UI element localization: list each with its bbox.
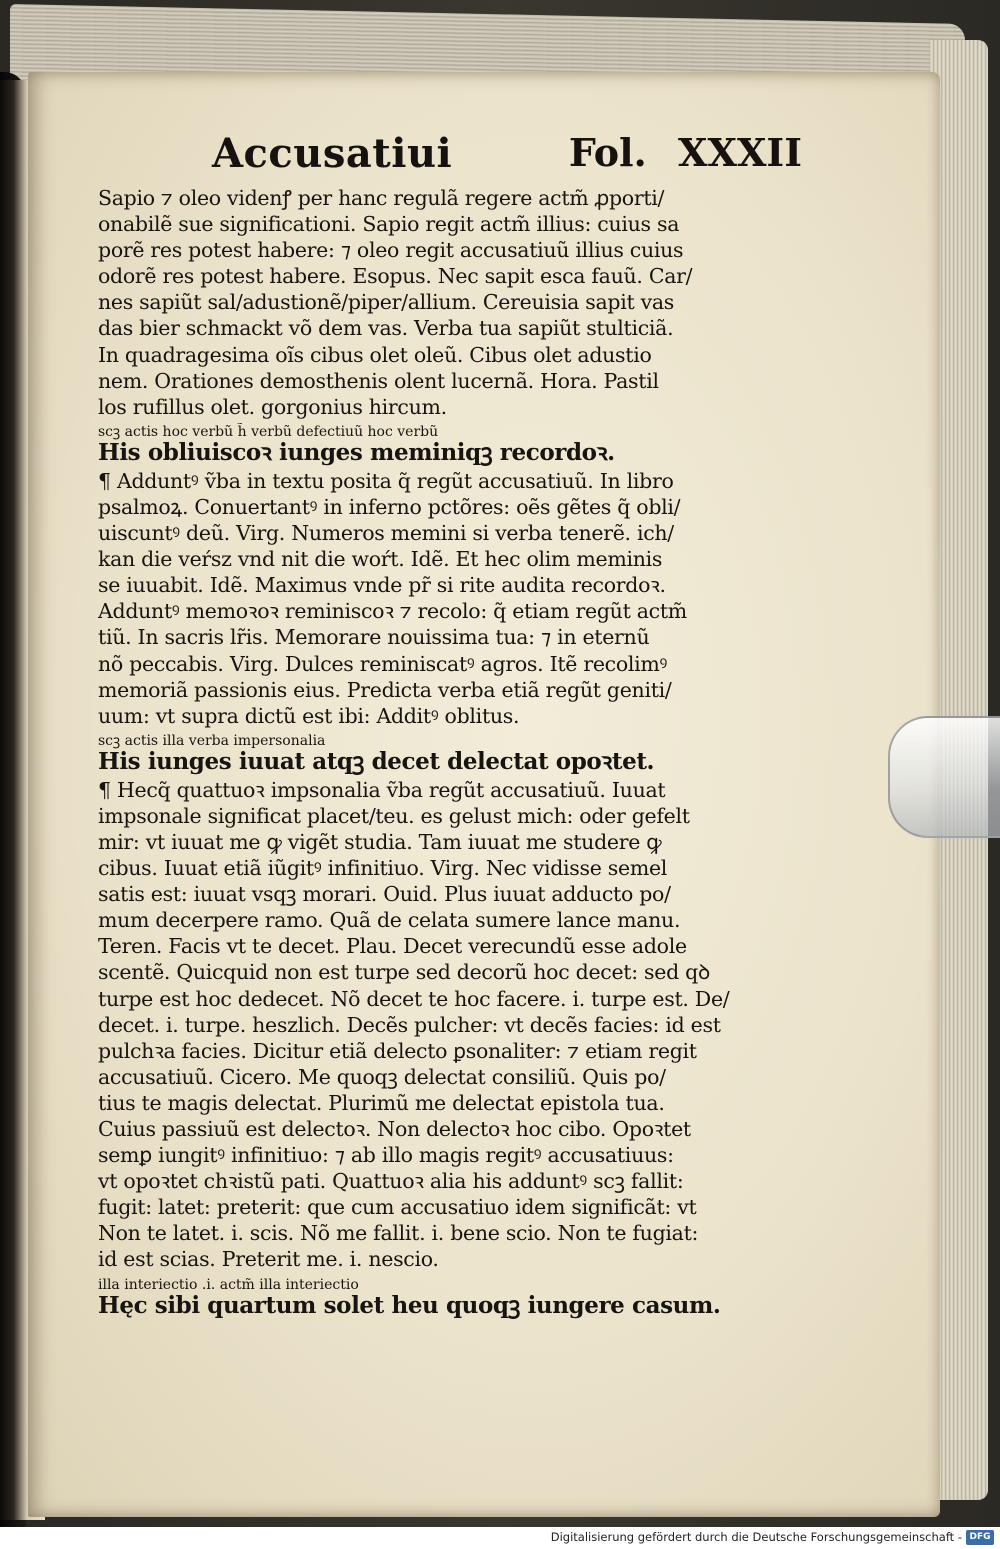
text-line: semꝑ iungitꝰ infinitiuo: ⁊ ab illo magis regitꝰ accusatiuus: bbox=[98, 1145, 674, 1168]
running-head: Accusatiui bbox=[212, 130, 453, 177]
text-line: memoriã passionis eius. Predicta verba etiã regũt geniti/ bbox=[98, 679, 672, 702]
page-clip bbox=[888, 716, 1000, 838]
verse-line: His obliuiscoꝛ iunges meminiqꝫ recordoꝛ. bbox=[98, 440, 615, 466]
text-line: psalmoꝝ. Conuertantꝰ in inferno pctõres: oẽs gẽtes q̃ obli/ bbox=[98, 496, 681, 519]
text-line: uiscuntꝰ deũ. Virg. Numeros memini si verba tenerẽ. ich/ bbox=[98, 523, 674, 546]
text-line: Adduntꝰ memoꝛoꝛ reminiscoꝛ ⁊ recolo: q̃ etiam regũt actm̃ bbox=[98, 601, 687, 624]
text-line: mum decerpere ramo. Quã de celata sumere lance manu. bbox=[98, 910, 681, 933]
text-line: Teren. Facis vt te decet. Plau. Decet verecundũ esse adole bbox=[98, 936, 687, 959]
text-line: porẽ res potest habere: ⁊ oleo regit accusatiuũ illius cuius bbox=[98, 240, 684, 263]
text-line: nõ peccabis. Virg. Dulces reminiscatꝰ agros. Itẽ recolimꝰ bbox=[98, 653, 668, 676]
text-line: Non te latet. i. scis. Nõ me fallit. i. bene scio. Non te fugiat: bbox=[98, 1223, 699, 1246]
folio-number: Fol. XXXII bbox=[568, 130, 802, 175]
text-line: scentẽ. Quicquid non est turpe sed decorũ hoc decet: sed qꝺ bbox=[98, 962, 710, 985]
dfg-logo: DFG bbox=[966, 1530, 994, 1545]
text-line: pulchꝛa facies. Dicitur etiã delecto ꝑsonaliter: ⁊ etiam regit bbox=[98, 1040, 697, 1063]
text-line: mir: vt iuuat me ꝙ vigẽt studia. Tam iuuat me studere ꝙ bbox=[98, 831, 662, 854]
text-line: ¶ Adduntꝰ ṽba in textu posita q̃ regũt accusatiuũ. In libro bbox=[98, 470, 674, 493]
text-line: tius te magis delectat. Plurimũ me delectat epistola tua. bbox=[98, 1092, 665, 1115]
text-line: onabilẽ sue significationi. Sapio regit actm̃ illius: cuius sa bbox=[98, 214, 680, 237]
text-line: odorẽ res potest habere. Esopus. Nec sapit esca fauũ. Car/ bbox=[98, 266, 693, 289]
text-line: Sapio ⁊ oleo videnꝭ per hanc regulã regere actm̃ ꝓporti/ bbox=[98, 188, 665, 210]
gloss-line: illa interiectio .i. actm̃ illa interiectio bbox=[98, 1276, 359, 1293]
text-line: tiũ. In sacris lr̃is. Memorare nouissima tua: ⁊ in eternũ bbox=[98, 627, 650, 650]
text-line: impsonale significat placet/teu. es gelust mich: oder gefelt bbox=[98, 805, 690, 828]
text-line: turpe est hoc dedecet. Nõ decet te hoc facere. i. turpe est. De/ bbox=[98, 988, 730, 1011]
verse-line: His iunges iuuat atqꝫ decet delectat opoꝛtet. bbox=[98, 749, 655, 775]
text-line: nem. Orationes demosthenis olent lucernã. Hora. Pastil bbox=[98, 370, 659, 393]
text-line: Cuius passiuũ est delectoꝛ. Non delectoꝛ hoc cibo. Opoꝛtet bbox=[98, 1119, 691, 1141]
text-line: cibus. Iuuat etiã iũgitꝰ infinitiuo. Virg. Nec vidisse semel bbox=[98, 858, 668, 881]
text-line: fugit: latet: preterit: que cum accusatiuo idem significãt: vt bbox=[98, 1197, 697, 1220]
footer-bar bbox=[0, 1527, 1000, 1549]
footer-credit: Digitalisierung gefördert durch die Deutsche Forschungsgemeinschaft - bbox=[550, 1530, 962, 1544]
gloss-line: scꝫ actis hoc verbũ h̃ verbũ defectiuũ hoc verbũ bbox=[98, 423, 439, 440]
text-line: id est scias. Preterit me. i. nescio. bbox=[98, 1249, 439, 1272]
text-line: nes sapiũt sal/adustionẽ/piper/allium. Cereuisia sapit vas bbox=[98, 292, 675, 315]
text-line: se iuuabit. Idẽ. Maximus vnde pr̃ si rite audita recordoꝛ. bbox=[98, 575, 666, 598]
text-block bbox=[98, 188, 778, 1324]
text-line: decet. i. turpe. heszlich. Decẽs pulcher: vt decẽs facies: id est bbox=[98, 1014, 721, 1037]
gloss-line: scꝫ actis illa verba impersonalia bbox=[98, 732, 326, 749]
text-line: satis est: iuuat vsqꝫ morari. Ouid. Plus iuuat adducto po/ bbox=[98, 884, 671, 907]
text-line: uum: vt supra dictũ est ibi: Additꝰ oblitus. bbox=[98, 705, 520, 728]
text-line: ¶ Hecq̃ quattuoꝛ impsonalia ṽba regũt accusatiuũ. Iuuat bbox=[98, 779, 666, 802]
text-line: das bier schmackt võ dem vas. Verba tua sapiũt stulticiã. bbox=[98, 318, 674, 341]
text-line: In quadragesima oĩs cibus olet oleũ. Cibus olet adustio bbox=[98, 344, 652, 367]
text-line: vt opoꝛtet chꝛistũ pati. Quattuoꝛ alia his adduntꝰ scꝫ fallit: bbox=[98, 1171, 684, 1194]
text-line: kan die veŕsz vnd nit die woŕt. Idẽ. Et hec olim meminis bbox=[98, 549, 663, 572]
page-header bbox=[212, 130, 802, 186]
text-line: los rufillus olet. gorgonius hircum. bbox=[98, 396, 447, 419]
verse-line: Hęc sibi quartum solet heu quoqꝫ iungere casum. bbox=[98, 1293, 721, 1319]
text-line: accusatiuũ. Cicero. Me quoqꝫ delectat consiliũ. Quis po/ bbox=[98, 1066, 666, 1089]
